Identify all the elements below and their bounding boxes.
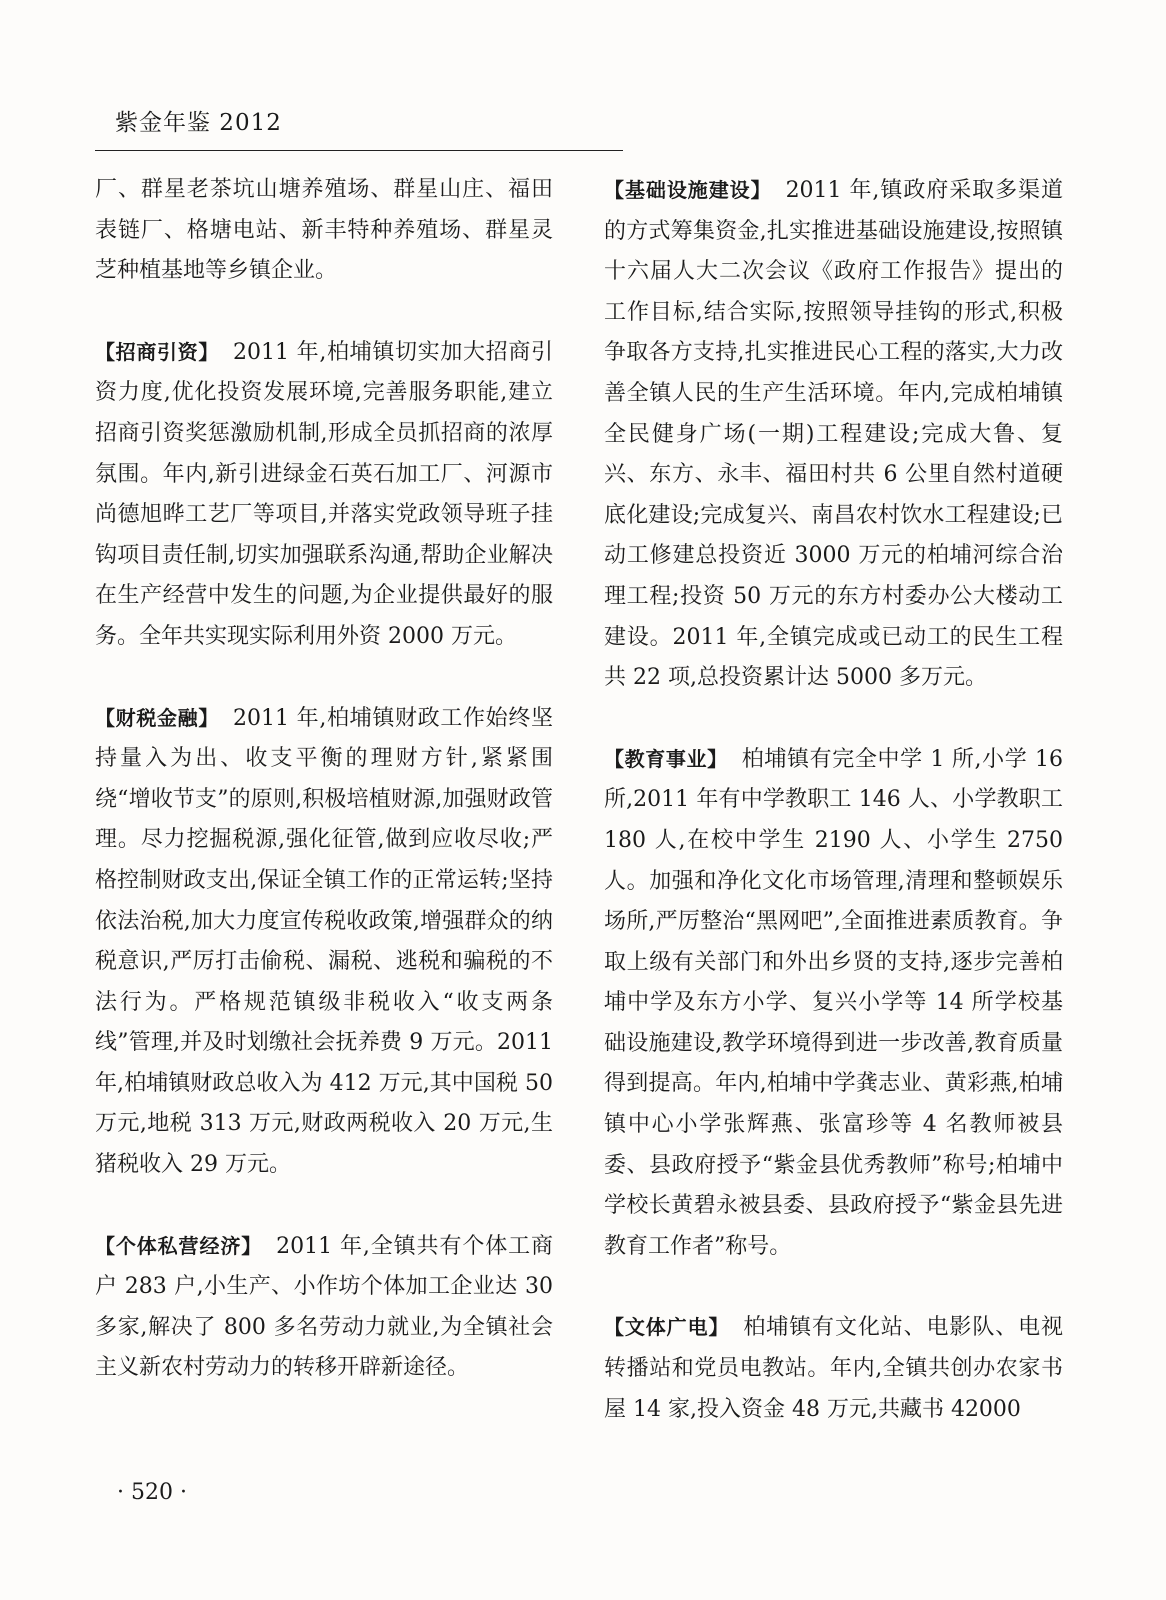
section-title: 【招商引资】	[95, 339, 220, 364]
section-text: 2011 年,柏埔镇切实加大招商引资力度,优化投资发展环境,完善服务职能,建立招商引资奖惩激励机制,形成全员抓招商的浓厚氛围。年内,新引进绿金石英石加工厂、河源市尚德旭晔工艺厂等项目,并落实党政领导班子挂钩项目责任制,切实加强联系沟通,帮助企业解决在生产经营中发生的问题,为企业提供最好的服务。全年共实现实际利用外资 2000 万元。	[95, 339, 554, 649]
page-number: · 520 ·	[117, 1480, 187, 1505]
section-text: 2011 年,镇政府采取多渠道的方式筹集资金,扎实推进基础设施建设,按照镇十六届人大二次会议《政府工作报告》提出的工作目标,结合实际,按照领导挂钩的形式,积极争取各方支持,扎实推进民心工程的落实,大力改善全镇人民的生产生活环境。年内,完成柏埔镇全民健身广场(一期)工程建设;完成大鲁、复兴、东方、永丰、福田村共 6 公里自然村道硬底化建设;完成复兴、南昌农村饮水工程建设;已动工修建总投资近 3000 万元的柏埔河综合治理工程;投资 50 万元的东方村委办公大楼动工建设。2011 年,全镇完成或已动工的民生工程共 22 项,总投资累计达 5000 多万元。	[604, 178, 1063, 691]
section-text: 2011 年,全镇共有个体工商户 283 户,小生产、小作坊个体加工企业达 30 多家,解决了 800 多名劳动力就业,为全镇社会主义新农村劳动力的转移开辟新途径。	[95, 1233, 553, 1381]
section-text: 2011 年,柏埔镇财政工作始终坚持量入为出、收支平衡的理财方针,紧紧围绕“增收节支”的原则,积极培植财源,加强财政管理。尽力挖掘税源,强化征管,做到应收尽收;严格控制财政支出,保证全镇工作的正常运转;坚持依法治税,加大力度宣传税收政策,增强群众的纳税意识,严厉打击偷税、漏税、逃税和骗税的不法行为。严格规范镇级非税收入“收支两条线”管理,并及时划缴社会抚养费 9 万元。2011 年,柏埔镇财政总收入为 412 万元,其中国税 50 万元,地税 313 万元,财政两税收入 20 万元,生猪税收入 29 万元。	[95, 705, 554, 1178]
section-title: 【文体广电】	[604, 1315, 730, 1340]
section-text: 柏埔镇有文化站、电影队、电视转播站和党员电教站。年内,全镇共创办农家书屋 14 家,投入资金 48 万元,共藏书 42000	[604, 1315, 1063, 1422]
paragraph-continuation	[95, 170, 553, 292]
section-title: 【财税金融】	[95, 705, 220, 730]
section-title: 【个体私营经济】	[95, 1233, 263, 1258]
section-education	[604, 739, 1063, 1268]
section-title: 【基础设施建设】	[604, 178, 772, 202]
section-finance	[95, 698, 553, 1186]
running-header: 紫金年鉴 2012	[115, 110, 282, 136]
section-private-economy	[95, 1226, 553, 1389]
section-investment	[95, 332, 553, 658]
paragraph-text: 厂、群星老茶坑山塘养殖场、群星山庄、福田表链厂、格塘电站、新丰特种养殖场、群星灵芝种植基地等乡镇企业。	[95, 177, 553, 284]
section-text: 柏埔镇有完全中学 1 所,小学 16 所,2011 年有中学教职工 146 人、小学教职工 180 人,在校中学生 2190 人、小学生 2750 人。加强和净化文化市场管理,清理和整顿娱乐场所,严厉整治“黑网吧”,全面推进素质教育。争取上级有关部门和外出乡贤的支持,逐步完善柏埔中学及东方小学、复兴小学等 14 所学校基础设施建设,教学环境得到进一步改善,教育质量得到提高。年内,柏埔中学龚志业、黄彩燕,柏埔镇中心小学张辉燕、张富珍等 4 名教师被县委、县政府授予“紫金县优秀教师”称号;柏埔中学校长黄碧永被县委、县政府授予“紫金县先进教育工作者”称号。	[604, 746, 1064, 1259]
right-column	[604, 170, 1063, 1430]
section-title: 【教育事业】	[604, 746, 728, 771]
section-culture-broadcast	[604, 1307, 1063, 1430]
section-infrastructure	[604, 170, 1063, 699]
header-rule	[95, 150, 623, 151]
left-column	[95, 170, 553, 1389]
